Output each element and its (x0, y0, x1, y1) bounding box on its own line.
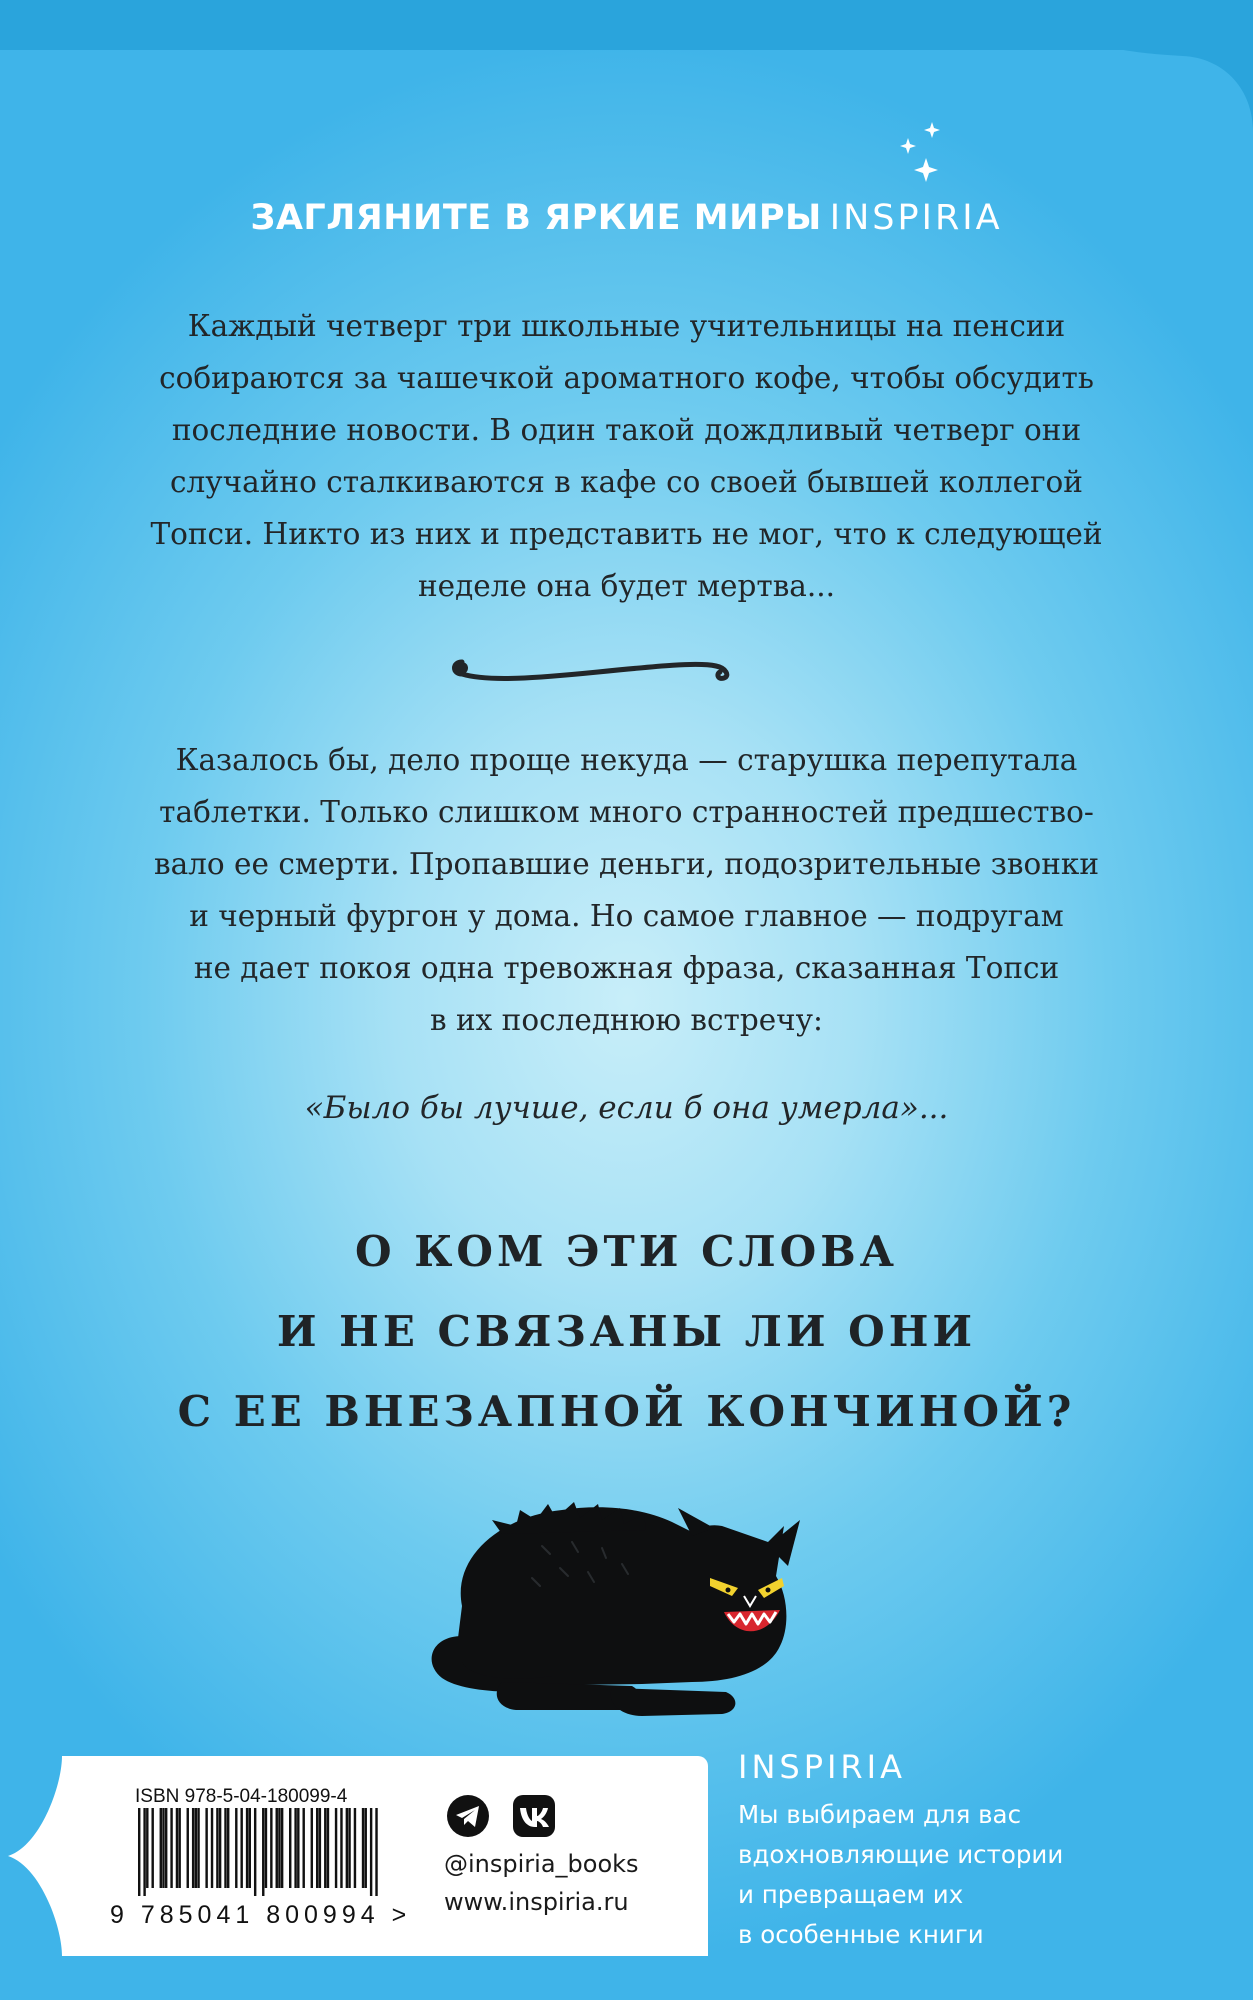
blurb-line: случайно сталкиваются в кафе со своей бывшей коллегой (170, 465, 1083, 499)
blurb-line: Казалось бы, дело проще некуда — старушка перепутала (175, 743, 1078, 777)
question-line: И НЕ СВЯЗАНЫ ЛИ ОНИ (276, 1307, 977, 1356)
barcode-bar (224, 1808, 226, 1888)
tagline (0, 198, 1253, 238)
blurb-line: таблетки. Только слишком много странностей предшество- (159, 795, 1094, 829)
barcode-bar (346, 1808, 348, 1888)
barcode-bar (311, 1808, 313, 1888)
blurb-line: Каждый четверг три школьные учительницы на пенсии (187, 309, 1066, 343)
barcode-bar (151, 1808, 153, 1888)
social-handle: @inspiria_books (444, 1850, 639, 1878)
barcode-bar (240, 1808, 242, 1888)
barcode-bar (216, 1808, 218, 1888)
question-line: С ЕЕ ВНЕЗАПНОЙ КОНЧИНОЙ? (177, 1387, 1076, 1436)
corner-scallop (1113, 48, 1253, 132)
barcode-bar (262, 1808, 264, 1896)
top-band (0, 0, 1253, 50)
telegram-icon (446, 1794, 490, 1838)
barcode-bar (211, 1808, 213, 1888)
barcode-bar (327, 1808, 329, 1888)
blurb-paragraph-2 (130, 734, 1123, 1046)
barcode-bar (143, 1808, 145, 1896)
blurb-line: и черный фургон у дома. Но самое главное — подругам (189, 899, 1064, 933)
publisher-line: вдохновляющие истории (738, 1840, 1064, 1869)
blurb-line: в их последнюю встречу: (430, 1003, 823, 1037)
barcode-bar (294, 1808, 296, 1888)
barcode-bar (197, 1808, 199, 1888)
barcode-bar (281, 1808, 283, 1888)
publisher-description (738, 1795, 1063, 1955)
barcode-bar (178, 1808, 180, 1888)
isbn-label: ISBN 978-5-04-180099-4 (135, 1786, 348, 1807)
barcode-bar (340, 1808, 342, 1888)
barcode-bar (278, 1808, 280, 1888)
barcode-bar (289, 1808, 291, 1888)
blurb-line: неделе она будет мертва... (417, 569, 836, 603)
barcode-bar (335, 1808, 337, 1888)
barcode-bar (170, 1808, 172, 1888)
barcode-bar (227, 1808, 229, 1888)
barcode-bar (146, 1808, 148, 1888)
barcode-bar (162, 1808, 164, 1888)
barcode-bar (160, 1808, 162, 1888)
publisher-line: в особенные книги (738, 1920, 984, 1949)
blurb-line: не дает покоя одна тревожная фраза, сказанная Топси (193, 951, 1060, 985)
barcode-bar (297, 1808, 299, 1888)
blurb-line: вало ее смерти. Пропавшие деньги, подозрительные звонки (153, 847, 1100, 881)
barcode-bar (375, 1808, 377, 1896)
barcode-bar (138, 1808, 140, 1896)
barcode-bar (302, 1808, 304, 1888)
publisher-name: INSPIRIA (738, 1748, 906, 1786)
blurb-paragraph-1 (130, 300, 1123, 612)
publisher-line: и превращаем их (738, 1880, 964, 1909)
barcode-bar (365, 1808, 367, 1888)
barcode-bar (265, 1808, 267, 1888)
left-scallop (0, 1756, 70, 1956)
black-cat-illustration (392, 1486, 832, 1726)
swash-divider (448, 648, 743, 688)
barcode-bar (176, 1808, 178, 1888)
barcode-bar (195, 1808, 197, 1888)
barcode-bar (370, 1808, 372, 1896)
barcode-bar (235, 1808, 237, 1888)
tagline-brand: INSPIRIA (829, 198, 1003, 238)
barcode-bar (324, 1808, 326, 1888)
barcode-bar (249, 1808, 251, 1888)
barcode-bar (246, 1808, 248, 1888)
barcode (138, 1808, 378, 1896)
blurb-line: последние новости. В один такой дождливый четверг они (171, 413, 1082, 447)
barcode-bar (348, 1808, 350, 1888)
quote: «Было бы лучше, если б она умерла»... (304, 1090, 949, 1126)
barcode-bar (219, 1808, 221, 1888)
sparkle-icon (898, 120, 944, 184)
barcode-bar (316, 1808, 318, 1888)
blurb-line: Топси. Никто из них и представить не мог, что к следующей (150, 517, 1103, 551)
vk-icon (512, 1794, 556, 1838)
barcode-bar (254, 1808, 256, 1896)
barcode-bar (192, 1808, 194, 1888)
barcode-bar (276, 1808, 278, 1888)
barcode-bar (270, 1808, 272, 1888)
barcode-digits: 9 785041 800994 > (110, 1901, 412, 1929)
barcode-bar (165, 1808, 167, 1888)
barcode-bar (187, 1808, 189, 1888)
barcode-bar (205, 1808, 207, 1888)
blurb-line: собираются за чашечкой ароматного кофе, чтобы обсудить (159, 361, 1094, 395)
tagline-text: ЗАГЛЯНИТЕ В ЯРКИЕ МИРЫ (250, 198, 822, 238)
question-line: О КОМ ЭТИ СЛОВА (355, 1227, 898, 1276)
barcode-bar (319, 1808, 321, 1888)
website: www.inspiria.ru (444, 1888, 629, 1916)
publisher-line: Мы выбираем для вас (738, 1800, 1022, 1829)
barcode-bar (354, 1808, 356, 1888)
headline-question (0, 1212, 1253, 1452)
barcode-bar (362, 1808, 364, 1888)
